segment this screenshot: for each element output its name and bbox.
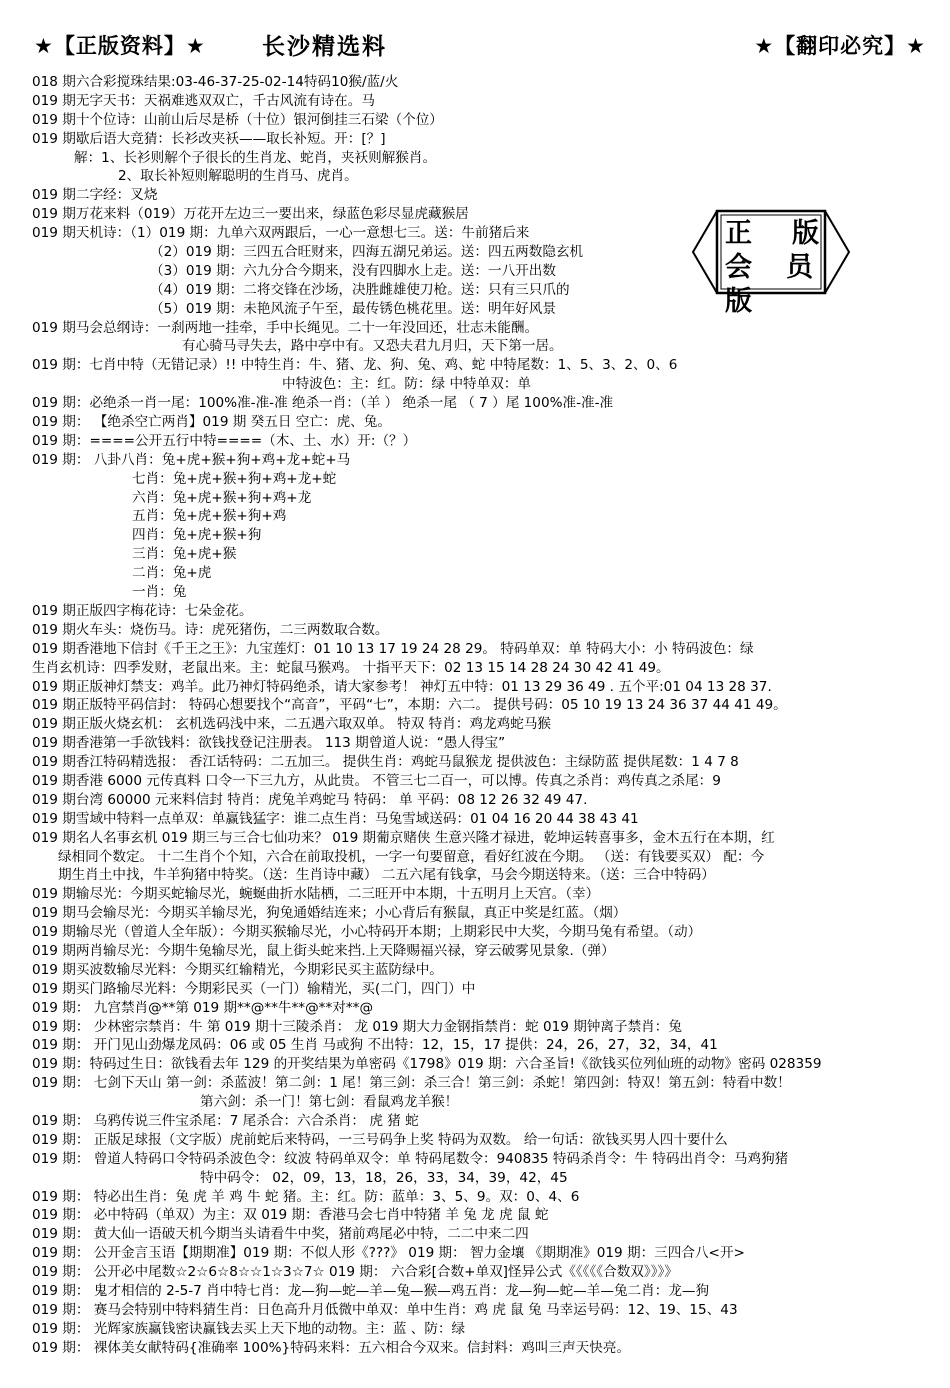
- text-line: （4）019 期：二将交锋在沙场，决胜雌雄使刀枪。送：只有三只爪的: [150, 281, 570, 298]
- text-line: 019 期香港 6000 元传真料 口令一下三九方，从此贵。 不管三七二百一，可以博。传真之杀肖：鸡传真之杀尾：9: [32, 772, 721, 789]
- text-line: 019 期输尽光：今期买蛇输尽光，蜿蜒曲折水陆栖，二三旺开中本期，十五明月上天宫。（幸）: [32, 886, 600, 903]
- text-line: 019 期正版特平码信封： 特码心想要找个“高音”，平码“七”，本期：六二。 提供号码：05 10 19 13 24 36 37 44 41 49。: [32, 697, 787, 714]
- text-line: 019 期雪域中特料一点单双：单赢钱猛字：谁二点生肖：马兔雪域送码：01 04 16 20 44 38 43 41: [32, 810, 639, 827]
- text-line: 019 期两肖输尽光：今期牛兔输尽光，鼠上街头蛇来挡.上天降赐福兴禄，穿云破雾见景象.（弹）: [32, 942, 615, 959]
- text-line: 二肖：兔+虎: [132, 565, 212, 582]
- text-line: 019 期： 光辉家族赢钱密诀赢钱去买上天下地的动物。主：蓝 、防：绿: [32, 1320, 466, 1337]
- text-line: 019 期： 裸体美女献特码{准确率 100%}特码来料：五六相合今双来。信封料：鸡叫三声天快亮。: [32, 1339, 631, 1356]
- text-line: 绿相同个数定。 十二生肖个个知，六合在前取投机，一字一句要留意，看好红波在今期。 （送：有钱要买双） 配：今: [58, 848, 765, 865]
- text-line: （5）019 期：未艳风流子午至，最传锈色桃花里。送：明年好风景: [150, 300, 556, 317]
- article-body: [32, 73, 932, 1358]
- text-line: 第六剑：杀一门！第七剑：看鼠鸡龙羊猴！: [200, 1094, 459, 1111]
- text-line: 五肖：兔+虎+猴+狗+鸡: [132, 508, 287, 525]
- page-header: [0, 22, 950, 62]
- page-title: 长沙精选料: [262, 34, 387, 60]
- text-line: 2、取长补短则解聪明的生肖马、虎肖。: [118, 168, 358, 185]
- text-line: 019 期： 特必出生肖：兔 虎 羊 鸡 牛 蛇 猪。主：红。防：蓝单：3、5、9。双：0、4、6: [32, 1188, 580, 1205]
- text-line: 019 期买波数输尽光料：今期买红输精光，今期彩民买主蓝防绿中。: [32, 961, 443, 978]
- text-line: 中特波色：主：红。防：绿 中特单双：单: [282, 376, 532, 393]
- text-line: 019 期：必绝杀一肖一尾：100%准-准-准 绝杀一肖：（羊 ） 绝杀一尾 （ 7 ）尾 100%准-准-准: [32, 395, 614, 412]
- text-line: 有心骑马寻失去，路中亭中有。又恐夫君九月归，天下第一居。: [182, 338, 563, 355]
- badge-char-2: 版: [792, 218, 819, 249]
- text-line: 019 期： 必中特码（单双）为主：双 019 期：香港马会七肖中特猪 羊 兔 龙 虎 鼠 蛇: [32, 1207, 549, 1224]
- text-line: 019 期： 九宫禁肖@**第 019 期**@**牛**@**对**@: [32, 999, 374, 1016]
- text-line: 019 期台湾 60000 元来料信封 特肖：虎兔羊鸡蛇马 特码： 单 平码：08 12 26 32 49 47.: [32, 791, 588, 808]
- text-line: 019 期： 黄大仙一语破天机今期当头请看牛中奖，猪前鸡尾必中特，二二中来二四: [32, 1226, 529, 1243]
- text-line: 019 期： 少林密宗禁肖：牛 第 019 期十三陵杀肖： 龙 019 期大力金钢指禁肖：蛇 019 期钟离子禁肖：兔: [32, 1018, 682, 1035]
- text-line: 解：1、长衫则解个子很长的生肖龙、蛇肖，夹袄则解猴肖。: [74, 149, 437, 166]
- text-line: 三肖：兔+虎+猴: [132, 546, 237, 563]
- text-line: 019 期： 鬼才相信的 2-5-7 肖中特七肖：龙—狗—蛇—羊—兔—猴—鸡五肖：龙—狗—蛇—羊—兔二肖：龙—狗: [32, 1283, 710, 1299]
- text-line: 019 期： 公开金言玉语【期期准】019 期：不似人形《???》 019 期： 智力金壤 《期期准》019 期：三四合八<开>: [32, 1245, 745, 1262]
- badge-subtitle: 会员版: [725, 252, 819, 317]
- text-line: 019 期： 公开必中尾数☆2☆6☆8☆☆1☆3☆7☆ 019 期： 六合彩[合数+单双]怪异公式《《《《《合数双》》》》: [32, 1264, 678, 1281]
- text-line: 一肖：兔: [132, 584, 187, 601]
- text-line: 019 期香江特码精选报： 香江话特码：二五加三。 提供生肖：鸡蛇马鼠猴龙 提供波色：主绿防蓝 提供尾数：1 4 7 8: [32, 754, 739, 771]
- text-line: 019 期香港地下信封《千王之王》：九宝莲灯：01 10 13 17 19 24 28 29。 特码单双：单 特码大小：小 特码波色：绿: [32, 640, 754, 657]
- header-left-label: ★【正版资料】★: [34, 34, 206, 58]
- text-line: 019 期：七肖中特（无错记录）!! 中特生肖：牛、猪、龙、狗、兔、鸡、蛇 中特尾数：1、5、3、2、0、6: [32, 357, 678, 374]
- text-line: 018 期六合彩搅珠结果:03-46-37-25-02-14特码10猴/蓝/火: [32, 74, 399, 90]
- text-line: 019 期：====公开五行中特====（木、土、水）开:（？）: [32, 432, 417, 449]
- text-line: 七肖：兔+虎+猴+狗+鸡+龙+蛇: [132, 470, 337, 487]
- text-line: 019 期正版四字梅花诗：七朵金花。: [32, 602, 253, 619]
- text-line: 019 期：特码过生日：欲钱看去年 129 的开奖结果为单密码《1798》019 期：六合圣旨!《欲钱买位列仙班的动物》密码 028359: [32, 1056, 822, 1073]
- text-line: （3）019 期：六九分合今期来，没有四脚水上走。送：一八开出数: [150, 262, 556, 279]
- text-line: （2）019 期：三四五合旺财来，四海五湖兄弟运。送：四五两数隐玄机: [150, 244, 584, 261]
- text-line: 019 期： 乌鸦传说三件宝杀尾：7 尾杀合：六合杀肖： 虎 猪 蛇: [32, 1112, 419, 1129]
- text-line: 019 期十个位诗：山前山后尽是桥（十位）银河倒挂三石梁（个位）: [32, 111, 443, 128]
- text-line: 生肖玄机诗：四季发财，老鼠出来。主：蛇鼠马猴鸡。 十指平天下：02 13 15 14 28 24 30 42 41 49。: [32, 659, 670, 676]
- text-line: 019 期： 赛马会特别中特料猜生肖：日色高升月低微中单双：单中生肖：鸡 虎 鼠 兔 马幸运号码：12、19、15、43: [32, 1301, 738, 1318]
- text-line: 019 期马会输尽光：今期买羊输尽光，狗兔通婚结连来；小心背后有猴鼠，真正中奖是红蓝。（烟）: [32, 905, 627, 922]
- text-line: 019 期二字经：叉烧: [32, 187, 158, 204]
- header-right-label: ★【翻印必究】★: [754, 34, 926, 58]
- text-line: 019 期： 八卦八肖：兔+虎+猴+狗+鸡+龙+蛇+马: [32, 451, 351, 468]
- text-line: 019 期： 开门见山劲爆龙凤码：06 或 05 生肖 马或狗 不出特：12，15，17 提供：24，26，27，32，34，41: [32, 1037, 718, 1054]
- text-line: 019 期： 【绝杀空亡两肖】019 期 癸五日 空亡：虎、兔。: [32, 414, 391, 431]
- text-line: 019 期： 曾道人特码口令特码杀波色令：纹波 特码单双令：单 特码尾数令：940835 特码杀肖令：牛 特码出肖令：马鸡狗猪: [32, 1150, 789, 1167]
- text-line: 019 期马会总纲诗：一刹两地一挂牵，手中长绳见。二十一年没回还，壮志未能酬。: [32, 319, 539, 336]
- text-line: 019 期香港第一手欲钱料：欲钱找登记注册表。 113 期曾道人说：“愚人得宝”: [32, 735, 506, 752]
- text-line: 019 期名人名事玄机 019 期三与三合七仙功来？ 019 期葡京赌侠 生意兴隆才禄进，乾坤运转喜事多，金木五行在本期，红: [32, 829, 775, 846]
- text-line: 019 期输尽光（曾道人全年版）：今期买猴输尽光，小心特码开本期；上期彩民中大奖，今期马兔有希望。（动）: [32, 924, 702, 941]
- text-line: 六肖：兔+虎+猴+狗+鸡+龙: [132, 489, 312, 506]
- text-line: 019 期正版火烧玄机： 玄机选码浅中来，二五遇六取双单。 特双 特肖：鸡龙鸡蛇马猴: [32, 716, 552, 733]
- text-line: 019 期： 正版足球报（文字版）虎前蛇后来特码，一三号码争上奖 特码为双数。 给一句话：欲钱买男人四十要什么: [32, 1131, 728, 1148]
- text-line: 期生肖土中找，牛羊狗猪中特奖。（送：生肖诗中藏） 二五六尾有钱拿，马会今期送特来。（送：三合中特码）: [58, 867, 715, 884]
- badge-char-1: 正: [725, 218, 752, 249]
- text-line: 019 期： 七剑下天山 第一剑：杀蓝波！第二剑：1 尾！第三剑：杀三合！第三剑：杀蛇！第四剑：特双！第五剑：特看中数！: [32, 1075, 791, 1092]
- text-line: 019 期天机诗：（1）019 期：九单六双两跟后，一心一意想七三。送：牛前猪后来: [32, 225, 530, 242]
- text-line: 019 期正版神灯禁支：鸡羊。此乃神灯特码绝杀，请大家参考！ 神灯五中特：01 13 29 36 49 . 五个平:01 04 13 28 37.: [32, 678, 772, 695]
- text-line: 特中码令： 02，09，13，18，26，33，34，39，42，45: [200, 1169, 568, 1186]
- text-line: 019 期万花来料（019）万花开左边三一要出来，绿蓝色彩尽显虎藏猴居: [32, 206, 469, 223]
- text-line: 四肖：兔+虎+猴+狗: [132, 527, 262, 544]
- text-line: 019 期歇后语大竞猜：长衫改夹袄——取长补短。开：[？]: [32, 130, 386, 147]
- text-line: 019 期火车头：烧伤马。诗：虎死猪伤，二三两数取合数。: [32, 621, 389, 638]
- text-line: 019 期无字天书：天祸难逃双双亡，千古风流有诗在。马: [32, 92, 375, 109]
- text-line: 019 期买门路输尽光料：今期彩民买（一门）输精光，买(二门，四门）中: [32, 980, 476, 997]
